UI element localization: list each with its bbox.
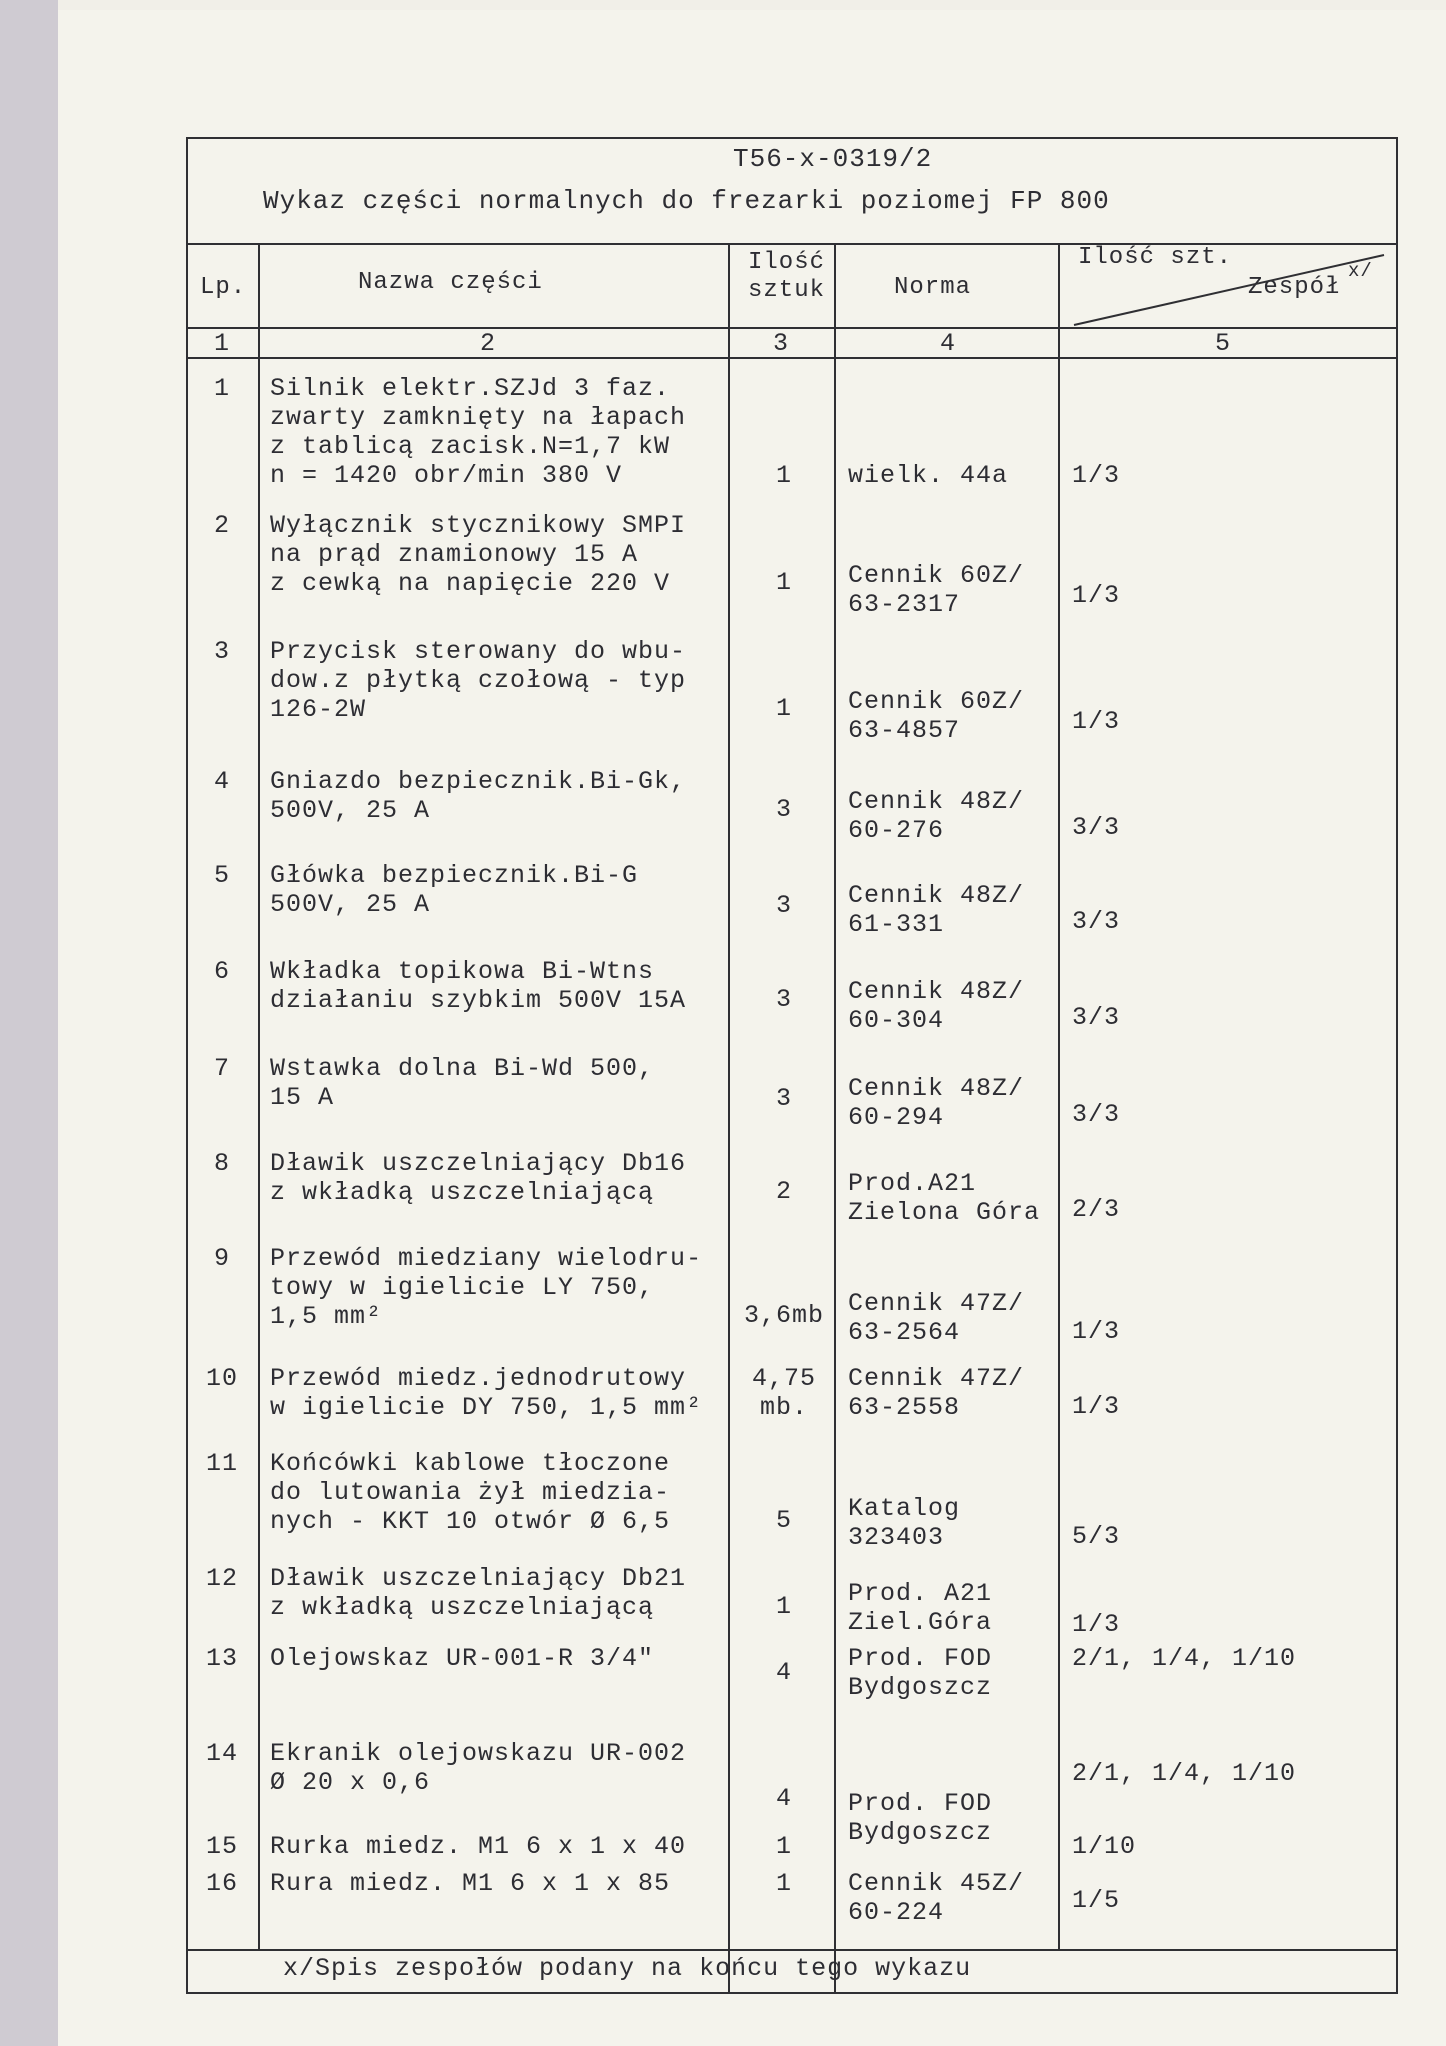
row-qty: 4,75 mb. xyxy=(751,1364,816,1422)
row-name: Rura miedz. M1 6 x 1 x 85 xyxy=(270,1869,671,1898)
row-norm: Cennik 48Z/ 60-304 xyxy=(848,977,1025,1035)
header-assy: Zespół xyxy=(1248,274,1341,301)
row-lp: 16 xyxy=(205,1869,238,1898)
row-assy: 1/3 xyxy=(1072,1317,1121,1346)
row-qty: 3 xyxy=(775,985,792,1014)
row-norm: wielk. 44a xyxy=(848,461,1009,490)
colnum-5: 5 xyxy=(1214,329,1231,358)
row-norm: Cennik 60Z/ 63-2317 xyxy=(848,561,1025,619)
row-name: Dławik uszczelniający Db21 z wkładką uszczelniającą xyxy=(270,1564,687,1622)
parts-table xyxy=(186,137,1398,1994)
row-lp: 2 xyxy=(213,511,230,540)
row-assy: 5/3 xyxy=(1072,1522,1121,1551)
row-qty: 1 xyxy=(775,1869,792,1898)
row-norm: Cennik 47Z/ 63-2558 xyxy=(848,1364,1025,1422)
row-name: Wyłącznik stycznikowy SMPI na prąd znamionowy 15 A z cewką na napięcie 220 V xyxy=(270,511,687,598)
row-qty: 3,6mb xyxy=(743,1301,824,1330)
row-qty: 1 xyxy=(775,1832,792,1861)
row-qty: 1 xyxy=(775,568,792,597)
row-norm: Cennik 47Z/ 63-2564 xyxy=(848,1289,1025,1347)
row-lp: 9 xyxy=(213,1244,230,1273)
header-assy-qty: Ilość szt. xyxy=(1078,244,1233,271)
row-name: Wstawka dolna Bi-Wd 500, 15 A xyxy=(270,1054,655,1112)
colnum-3: 3 xyxy=(772,329,789,358)
row-qty: 1 xyxy=(775,461,792,490)
row-assy: 1/3 xyxy=(1072,461,1121,490)
colnum-4: 4 xyxy=(939,329,956,358)
row-norm: Cennik 45Z/ 60-224 xyxy=(848,1869,1025,1927)
row-qty: 1 xyxy=(775,1592,792,1621)
row-assy: 1/3 xyxy=(1072,1392,1121,1421)
row-qty: 4 xyxy=(775,1784,792,1813)
header-lp: Lp. xyxy=(200,274,247,301)
row-lp: 12 xyxy=(205,1564,238,1593)
row-qty: 3 xyxy=(775,795,792,824)
row-name: Przewód miedziany wielodru- towy w igielicie LY 750, 1,5 mm² xyxy=(270,1244,703,1331)
row-qty: 1 xyxy=(775,694,792,723)
row-name: Główka bezpiecznik.Bi-G 500V, 25 A xyxy=(270,861,639,919)
colnum-1: 1 xyxy=(213,329,230,358)
row-assy: 2/3 xyxy=(1072,1195,1121,1224)
header-qty: Ilość sztuk xyxy=(748,249,826,304)
footnote-divider xyxy=(188,1949,1396,1951)
row-norm: Cennik 48Z/ 61-331 xyxy=(848,881,1025,939)
row-norm: Prod. FOD Bydgoszcz xyxy=(848,1644,993,1702)
col-divider-lp xyxy=(258,243,260,1949)
row-name: Przewód miedz.jednodrutowy w igielicie DY 750, 1,5 mm² xyxy=(270,1364,703,1422)
row-lp: 13 xyxy=(205,1644,238,1673)
header-assy-mark: x/ xyxy=(1348,260,1373,282)
row-assy: 1/3 xyxy=(1072,707,1121,736)
header-norm: Norma xyxy=(894,274,972,301)
scan-edge xyxy=(0,0,58,2046)
row-name: Olejowskaz UR-001-R 3/4" xyxy=(270,1644,655,1673)
row-assy: 1/10 xyxy=(1072,1832,1137,1861)
row-assy: 3/3 xyxy=(1072,813,1121,842)
row-assy: 1/5 xyxy=(1072,1886,1121,1915)
row-qty: 3 xyxy=(775,891,792,920)
row-name: Wkładka topikowa Bi-Wtns działaniu szybkim 500V 15A xyxy=(270,957,687,1015)
row-lp: 4 xyxy=(213,767,230,796)
row-lp: 6 xyxy=(213,957,230,986)
row-name: Dławik uszczelniający Db16 z wkładką uszczelniającą xyxy=(270,1149,687,1207)
row-name: Przycisk sterowany do wbu- dow.z płytką czołową - typ 126-2W xyxy=(270,637,687,724)
row-name: Końcówki kablowe tłoczone do lutowania żył miedzia- nych - KKT 10 otwór Ø 6,5 xyxy=(270,1449,671,1536)
row-qty: 3 xyxy=(775,1084,792,1113)
row-norm: Cennik 48Z/ 60-276 xyxy=(848,787,1025,845)
row-assy: 3/3 xyxy=(1072,1003,1121,1032)
header-name: Nazwa części xyxy=(358,269,543,296)
row-lp: 11 xyxy=(205,1449,238,1478)
row-name: Ekranik olejowskazu UR-002 Ø 20 x 0,6 xyxy=(270,1739,687,1797)
row-assy: 1/3 xyxy=(1072,581,1121,610)
row-name: Silnik elektr.SZJd 3 faz. zwarty zamknięty na łapach z tablicą zacisk.N=1,7 kW n = 1420 obr/min 380 V xyxy=(270,374,687,490)
colnum-2: 2 xyxy=(479,329,496,358)
row-qty: 4 xyxy=(775,1658,792,1687)
col-divider-name xyxy=(728,243,730,1994)
row-lp: 3 xyxy=(213,637,230,666)
col-divider-qty xyxy=(834,243,836,1994)
document-code: T56-x-0319/2 xyxy=(733,144,933,174)
row-lp: 15 xyxy=(205,1832,238,1861)
row-lp: 7 xyxy=(213,1054,230,1083)
footnote: x/Spis zespołów podany na końcu tego wykazu xyxy=(283,1954,972,1983)
row-name: Rurka miedz. M1 6 x 1 x 40 xyxy=(270,1832,687,1861)
row-lp: 10 xyxy=(205,1364,238,1393)
row-lp: 5 xyxy=(213,861,230,890)
row-assy: 3/3 xyxy=(1072,1100,1121,1129)
header-diagonal xyxy=(1068,249,1390,329)
row-assy: 1/3 xyxy=(1072,1610,1121,1639)
row-lp: 1 xyxy=(213,374,230,403)
row-name: Gniazdo bezpiecznik.Bi-Gk, 500V, 25 A xyxy=(270,767,687,825)
row-norm: Katalog 323403 xyxy=(848,1494,961,1552)
row-norm: Cennik 48Z/ 60-294 xyxy=(848,1074,1025,1132)
row-assy: 3/3 xyxy=(1072,907,1121,936)
row-norm: Prod. A21 Ziel.Góra xyxy=(848,1579,993,1637)
row-norm: Prod. FOD Bydgoszcz xyxy=(848,1789,993,1847)
row-assy: 2/1, 1/4, 1/10 xyxy=(1072,1644,1297,1673)
document-title: Wykaz części normalnych do frezarki poziomej FP 800 xyxy=(263,186,1110,216)
col-divider-norm xyxy=(1058,243,1060,1949)
row-norm: Prod.A21 Zielona Góra xyxy=(848,1169,1041,1227)
row-assy: 2/1, 1/4, 1/10 xyxy=(1072,1759,1297,1788)
row-lp: 14 xyxy=(205,1739,238,1768)
row-qty: 5 xyxy=(775,1506,792,1535)
row-qty: 2 xyxy=(775,1177,792,1206)
row-norm: Cennik 60Z/ 63-4857 xyxy=(848,687,1025,745)
row-lp: 8 xyxy=(213,1149,230,1178)
